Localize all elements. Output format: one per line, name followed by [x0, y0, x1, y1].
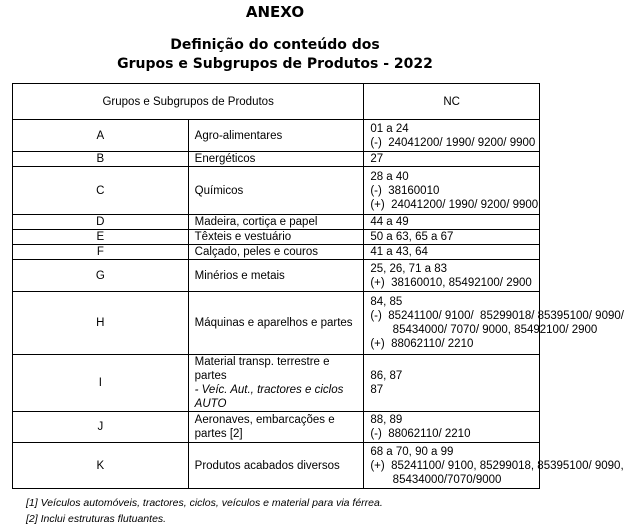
- product-groups-table: [12, 83, 624, 489]
- group-letter: J: [13, 412, 189, 443]
- table-row: [13, 120, 540, 152]
- nc-line: 85434000/ 7070/ 9000, 85492100/ 2900: [370, 324, 598, 336]
- nc-line: (+) 88062110/ 2210: [370, 338, 474, 350]
- table-row: [13, 152, 540, 167]
- group-letter: F: [13, 245, 189, 260]
- group-name-cell: [188, 167, 364, 215]
- nc-cell: [364, 230, 540, 245]
- group-letter: E: [13, 230, 189, 245]
- nc-cell: [364, 120, 540, 152]
- nc-line: 01 a 24: [370, 122, 409, 135]
- table-row: [13, 443, 540, 489]
- group-name-cell: [188, 355, 364, 412]
- group-letter: H: [13, 292, 189, 355]
- header-nc: NC: [364, 84, 540, 120]
- group-letter: G: [13, 260, 189, 292]
- nc-line: 44 a 49: [370, 216, 409, 228]
- group-letter: A: [13, 120, 189, 152]
- nc-line: (-) 85241100/ 9100/ 85299018/ 85395100/ 9090/: [370, 310, 624, 322]
- nc-cell: [364, 292, 624, 355]
- nc-line: 88, 89: [370, 414, 403, 426]
- footnote-1: [1] Veículos automóveis, tractores, ciclos, veículos e material para via férrea.: [26, 497, 383, 509]
- subtitle-line-1: Definição do conteúdo dos: [170, 37, 380, 53]
- footnote-2: [2] Inclui estruturas flutuantes.: [26, 513, 167, 525]
- group-letter: B: [13, 152, 189, 167]
- nc-cell: [364, 412, 540, 443]
- nc-line: 68 a 70, 90 a 99: [370, 445, 454, 458]
- nc-line: 28 a 40: [370, 170, 409, 183]
- table-row: [13, 355, 540, 412]
- table-row: [13, 230, 540, 245]
- nc-line: 50 a 63, 65 a 67: [370, 231, 454, 243]
- table-row: [13, 215, 540, 230]
- nc-cell: [364, 152, 540, 167]
- table-row: [13, 245, 540, 260]
- group-name: Aeronaves, embarcações e partes [2]: [194, 414, 335, 440]
- group-letter: D: [13, 215, 189, 230]
- nc-line: 86, 87: [370, 370, 403, 382]
- group-letter: C: [13, 167, 189, 215]
- group-name-cell: [188, 230, 364, 245]
- table-row: [13, 412, 540, 443]
- nc-line: (-) 38160010: [370, 184, 440, 197]
- group-name-cell: [188, 152, 364, 167]
- page-title: ANEXO: [245, 3, 305, 21]
- nc-line: 84, 85: [370, 296, 403, 308]
- nc-cell: [364, 215, 540, 230]
- nc-line: 27: [370, 153, 384, 165]
- table-row: [13, 260, 540, 292]
- group-name: Madeira, cortiça e papel: [194, 216, 318, 228]
- group-name: Minérios e metais: [194, 269, 285, 282]
- group-name-cell: [188, 245, 364, 260]
- nc-cell: [364, 355, 540, 412]
- group-letter: K: [13, 443, 189, 489]
- group-name-cell: [188, 443, 364, 489]
- nc-line: (-) 88062110/ 2210: [370, 428, 471, 440]
- table-row: [13, 292, 540, 355]
- table-header-row: [13, 84, 540, 120]
- nc-line: (+) 24041200/ 1990/ 9200/ 9900: [370, 198, 539, 211]
- nc-line: (-) 24041200/ 1990/ 9200/ 9900: [370, 136, 536, 149]
- table-row: [13, 167, 540, 215]
- nc-line: 85434000/7070/9000: [370, 473, 502, 486]
- group-name-cell: [188, 215, 364, 230]
- group-name-cell: [188, 120, 364, 152]
- nc-line: 87: [370, 384, 384, 396]
- nc-line: 25, 26, 71 a 83: [370, 262, 448, 275]
- group-letter: I: [13, 355, 189, 412]
- group-name-cell: [188, 292, 364, 355]
- nc-cell: [364, 245, 540, 260]
- group-name: Têxteis e vestuário: [194, 231, 292, 243]
- nc-line: (+) 85241100/ 9100, 85299018, 85395100/ 9090,: [370, 459, 624, 472]
- group-name-cell: [188, 260, 364, 292]
- group-name: Material transp. terrestre e partes: [194, 356, 330, 382]
- header-groups: Grupos e Subgrupos de Produtos: [13, 84, 364, 120]
- group-name: Energéticos: [194, 153, 256, 165]
- nc-cell: [364, 167, 540, 215]
- nc-cell: [364, 443, 624, 489]
- group-subname: - Veíc. Aut., tractores e ciclos AUTO: [194, 384, 344, 410]
- nc-cell: [364, 260, 540, 292]
- nc-line: (+) 38160010, 85492100/ 2900: [370, 276, 532, 289]
- subtitle-line-2: Grupos e Subgrupos de Produtos - 2022: [117, 56, 433, 72]
- nc-line: 41 a 43, 64: [370, 246, 428, 258]
- group-name: Agro-alimentares: [194, 129, 283, 142]
- group-name: Máquinas e aparelhos e partes: [194, 317, 353, 329]
- group-name: Produtos acabados diversos: [194, 459, 340, 472]
- group-name-cell: [188, 412, 364, 443]
- group-name: Calçado, peles e couros: [194, 246, 319, 258]
- group-name: Químicos: [194, 184, 244, 197]
